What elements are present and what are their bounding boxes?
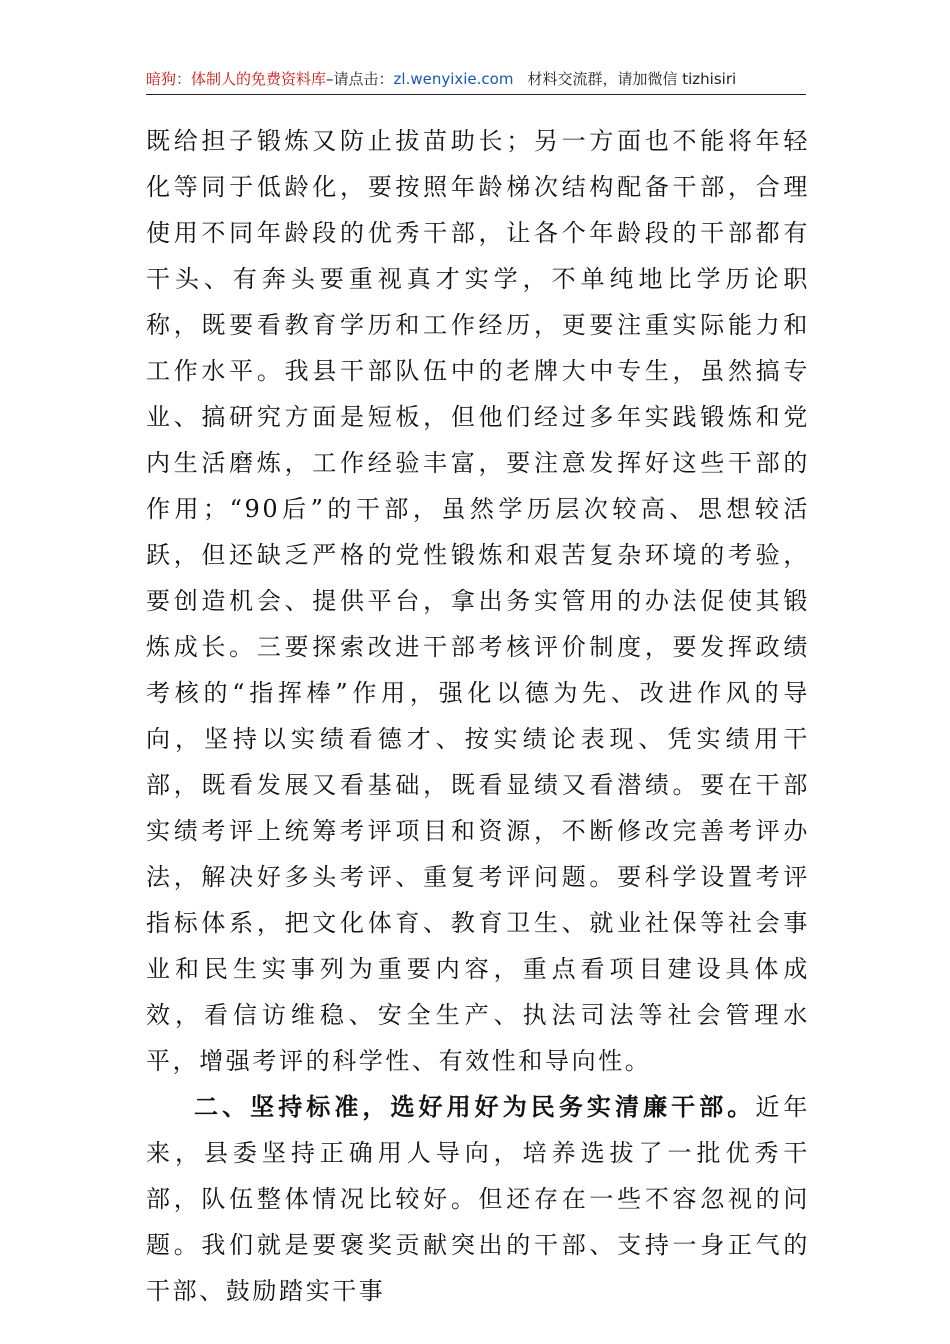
header-click-prompt: –请点击：	[326, 70, 394, 88]
header-site-name[interactable]: 暗狗：体制人的免费资料库	[146, 70, 327, 88]
paragraph-2-text: 近年来，县委坚持正确用人导向，培养选拔了一批优秀干部，队伍整体情况比较好。但还存在一些不容忽视的问题。我们就是要褒奖贡献突出的干部、支持一身正气的干部、鼓励踏实干事	[146, 1093, 811, 1305]
document-body	[146, 118, 810, 1314]
page-header	[146, 68, 806, 95]
header-wechat-note: 材料交流群，请加微信 tizhisiri	[527, 70, 737, 88]
section-heading: 二、坚持标准，选好用好为民务实清廉干部。	[194, 1092, 756, 1121]
paragraph-2	[146, 1084, 810, 1314]
header-url-link[interactable]: zl.wenyixie.com	[393, 70, 514, 88]
paragraph-1: 既给担子锻炼又防止拔苗助长；另一方面也不能将年轻化等同于低龄化，要按照年龄梯次结构配备干部，合理使用不同年龄段的优秀干部，让各个年龄段的干部都有干头、有奔头要重视真才实学，不单纯地比学历论职称，既要看教育学历和工作经历，更要注重实际能力和工作水平。我县干部队伍中的老牌大中专生，虽然搞专业、搞研究方面是短板，但他们经过多年实践锻炼和党内生活磨炼，工作经验丰富，要注意发挥好这些干部的作用；“90后”的干部，虽然学历层次较高、思想较活跃，但还缺乏严格的党性锻炼和艰苦复杂环境的考验，要创造机会、提供平台，拿出务实管用的办法促使其锻炼成长。三要探索改进干部考核评价制度，要发挥政绩考核的“指挥棒”作用，强化以德为先、改进作风的导向，坚持以实绩看德才、按实绩论表现、凭实绩用干部，既看发展又看基础，既看显绩又看潜绩。要在干部实绩考评上统筹考评项目和资源，不断修改完善考评办法，解决好多头考评、重复考评问题。要科学设置考评指标体系，把文化体育、教育卫生、就业社保等社会事业和民生实事列为重要内容，重点看项目建设具体成效，看信访维稳、安全生产、执法司法等社会管理水平，增强考评的科学性、有效性和导向性。	[146, 127, 810, 1075]
